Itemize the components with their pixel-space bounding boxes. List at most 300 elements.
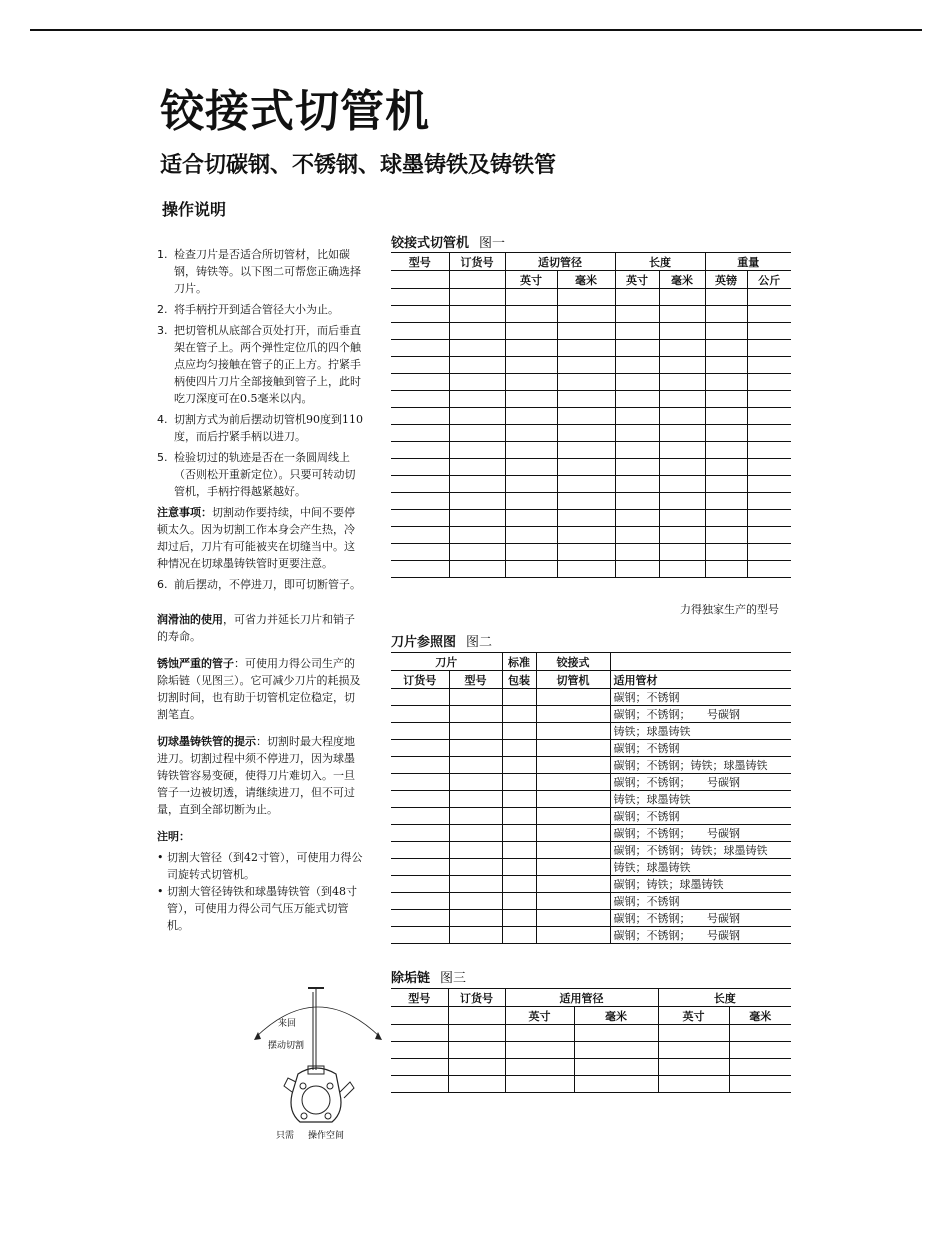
material-cell: 碳钢；不锈钢； 号碳钢 [610,910,791,927]
table-row [391,442,791,459]
material-cell: 碳钢；不锈钢； 号碳钢 [610,825,791,842]
table-cell [449,527,505,544]
table-cell [505,442,557,459]
table-row [391,561,791,578]
ductile-paragraph: 切球墨铸铁管的提示：切割时最大程度地进刀。切割过程中须不停进刀，因为球墨铸铁管容易变硬，使得刀片难切入。一旦管子一边被切透，请继续进刀，但不可过量，直到全部切断为止。 [157,735,355,816]
table-cell [505,510,557,527]
table-cell [658,1025,729,1042]
table-cell [391,689,449,706]
col-model: 型号 [391,989,448,1007]
table-cell [557,289,615,306]
table-cell [505,408,557,425]
table-cell [391,910,449,927]
table-cell [659,340,705,357]
table-cell [391,1076,448,1093]
table-cell [557,510,615,527]
table-cell [449,425,505,442]
table-cell [449,910,502,927]
table-cell [502,706,536,723]
table-row [391,340,791,357]
table-cell [391,723,449,740]
table-cell [705,289,747,306]
table-cell [747,527,791,544]
table-cell [659,544,705,561]
table-cell [502,774,536,791]
table-cell [557,323,615,340]
caution-paragraph: 注意事项：切割动作要持续，中间不要停顿太久。因为切割工作本身会产生热，冷却过后，刀片有可能被夹在切缝当中。这种情况在切球墨铸铁管时更要注意。 [157,506,355,570]
col-order: 订货号 [391,671,449,689]
table-cell [574,1059,658,1076]
table-cell [747,374,791,391]
table-cell [391,1025,448,1042]
table-cell [557,306,615,323]
table-cell [391,757,449,774]
table-cell [659,510,705,527]
col-inch: 英寸 [615,271,659,289]
table-cell [658,1076,729,1093]
table-row [391,791,791,808]
table-cell [449,859,502,876]
table-cell [729,1059,791,1076]
table-cell [505,1076,574,1093]
table-cell [615,408,659,425]
table-cell [536,927,610,944]
table-cell [536,808,610,825]
top-rule [30,29,922,31]
notes-heading: 注明： [157,830,190,843]
table-row [391,757,791,774]
table-cell [615,544,659,561]
table-cell [557,476,615,493]
table-cell [705,425,747,442]
table-row [391,1076,791,1093]
table-cell [449,774,502,791]
table-cell [505,357,557,374]
table-cell [536,723,610,740]
material-cell: 碳钢；不锈钢 [610,689,791,706]
table-cell [391,357,449,374]
table-cell [505,306,557,323]
table-cell [747,391,791,408]
table-cell [659,391,705,408]
table-row [391,808,791,825]
table-cell [615,374,659,391]
table-cell [505,374,557,391]
col-order: 订货号 [449,253,505,271]
table-row [391,723,791,740]
table-cell [615,476,659,493]
table-cell [747,544,791,561]
table-cell [536,774,610,791]
material-cell: 铸铁；球墨铸铁 [610,791,791,808]
table1-cutters [391,252,791,578]
table-cell [391,1059,448,1076]
material-cell: 碳钢；不锈钢； 号碳钢 [610,927,791,944]
table-cell [659,425,705,442]
table-cell [557,544,615,561]
material-cell: 碳钢；不锈钢 [610,740,791,757]
table-cell [615,391,659,408]
col-cutter-b: 切管机 [536,671,610,689]
table-cell [449,825,502,842]
table-row [391,357,791,374]
table-cell [747,357,791,374]
table-cell [615,459,659,476]
table-row [391,1042,791,1059]
table-cell [391,374,449,391]
col-cutter: 铰接式 [536,653,610,671]
table-cell [659,374,705,391]
table-cell [536,689,610,706]
table-cell [449,893,502,910]
lube-paragraph: 润滑油的使用，可省力并延长刀片和销子的寿命。 [157,613,355,643]
table-cell [449,357,505,374]
table-cell [615,510,659,527]
table-cell [747,459,791,476]
material-cell: 铸铁；球墨铸铁 [610,723,791,740]
table-row [391,689,791,706]
table-cell [658,1042,729,1059]
material-cell: 碳钢；不锈钢；铸铁；球墨铸铁 [610,842,791,859]
table-cell [705,374,747,391]
table-cell [557,459,615,476]
note-item: • 切割大管径（到42寸管），可使用力得公司旋转式切管机。 [157,851,363,881]
table-cell [449,510,505,527]
table-cell [557,357,615,374]
table-cell [505,544,557,561]
table-cell [615,306,659,323]
table-cell [391,510,449,527]
table-cell [448,1059,505,1076]
table-cell [536,842,610,859]
table-cell [502,808,536,825]
label-return: 来回 [278,1019,297,1029]
table-row [391,876,791,893]
note-item: • 切割大管径铸铁和球墨铸铁管（到48寸管），可使用力得公司气压万能式切管机。 [157,885,357,932]
table-cell [505,425,557,442]
table-cell [391,774,449,791]
table-row [391,493,791,510]
table-cell [505,459,557,476]
table-row [391,306,791,323]
step-3: 3. 把切管机从底部合页处打开，而后垂直架在管子上。两个弹性定位爪的四个触点应均匀接触在管子的正上方。拧紧手柄使四片刀片全部接触到管子上，此时吃刀深度可在0.5毫米以内。 [157,324,361,405]
table-cell [449,757,502,774]
table-cell [505,561,557,578]
table-cell [391,893,449,910]
table-cell [615,527,659,544]
table-cell [391,408,449,425]
table2-blades [391,652,791,944]
table-cell [659,561,705,578]
table-cell [391,459,449,476]
col-length: 长度 [615,253,705,271]
material-cell: 碳钢；不锈钢； 号碳钢 [610,774,791,791]
table-cell [536,757,610,774]
table-cell [659,357,705,374]
table-cell [536,740,610,757]
table-cell [747,323,791,340]
table-cell [705,544,747,561]
table-cell [391,859,449,876]
table-cell [449,561,505,578]
table-cell [705,442,747,459]
page-subtitle: 适合切碳钢、不锈钢、球墨铸铁及铸铁管 [160,153,557,178]
table-cell [615,442,659,459]
table-cell [705,340,747,357]
table-row [391,425,791,442]
table-cell [449,876,502,893]
table-cell [449,289,505,306]
table-cell [502,825,536,842]
table-row [391,391,791,408]
table-cell [705,561,747,578]
table-cell [449,927,502,944]
col-weight: 重量 [705,253,791,271]
table-cell [747,340,791,357]
table-cell [705,323,747,340]
table-cell [391,808,449,825]
table-cell [705,408,747,425]
table-cell [536,859,610,876]
table-cell [391,825,449,842]
table-cell [705,527,747,544]
table-cell [391,544,449,561]
table-cell [391,927,449,944]
table-cell [391,289,449,306]
pipe-cutter-illustration [248,982,388,1144]
table-cell [705,493,747,510]
material-cell: 碳钢；不锈钢；铸铁；球墨铸铁 [610,757,791,774]
table-cell [659,408,705,425]
table-cell [502,757,536,774]
table-row [391,527,791,544]
table-cell [615,425,659,442]
table-cell [536,893,610,910]
table-row [391,1025,791,1042]
col-mm: 毫米 [557,271,615,289]
table2-title: 刀片参照图 图二 [391,635,493,650]
table-cell [705,510,747,527]
table-cell [747,442,791,459]
table-cell [557,408,615,425]
table-cell [705,357,747,374]
table-cell [659,306,705,323]
table-cell [659,459,705,476]
table-cell [557,374,615,391]
instructions-column [157,246,363,934]
table-cell [502,842,536,859]
table-cell [391,493,449,510]
col-std: 标准 [502,653,536,671]
table-cell [505,1042,574,1059]
label-swing: 摆动切割 [268,1041,305,1051]
table-cell [391,527,449,544]
caption-space: 操作空间 [308,1131,345,1141]
table-cell [705,391,747,408]
table-cell [449,740,502,757]
col-mm: 毫米 [659,271,705,289]
table-row [391,825,791,842]
table-cell [449,791,502,808]
table-cell [536,706,610,723]
page-title: 铰接式切管机 [160,86,430,137]
table-cell [557,425,615,442]
table-cell [615,561,659,578]
table-cell [502,791,536,808]
table-row [391,476,791,493]
table-cell [391,1042,448,1059]
table-cell [449,842,502,859]
table-cell [574,1025,658,1042]
table-cell [449,476,505,493]
col-pack: 包装 [502,671,536,689]
table-cell [449,706,502,723]
table-row [391,740,791,757]
col-model: 型号 [449,671,502,689]
table-cell [449,306,505,323]
table-cell [448,1076,505,1093]
material-cell: 碳钢；不锈钢； 号碳钢 [610,706,791,723]
table-cell [747,306,791,323]
table-cell [449,689,502,706]
caption-only: 只需 [276,1131,295,1141]
table-cell [659,289,705,306]
table-cell [747,476,791,493]
col-pipe: 适切管径 [505,253,615,271]
table-cell [729,1025,791,1042]
table-cell [505,1025,574,1042]
table-cell [449,374,505,391]
col-material: 适用管材 [610,671,791,689]
table-cell [391,876,449,893]
table-cell [391,740,449,757]
table-cell [747,561,791,578]
table-cell [391,425,449,442]
table-cell [659,476,705,493]
col-kg: 公斤 [747,271,791,289]
table-row [391,374,791,391]
step-5: 5. 检验切过的轨迹是否在一条圆周线上（否则松开重新定位）。只要可转动切管机，手柄拧得越紧越好。 [157,451,356,498]
table-cell [449,340,505,357]
col-blade: 刀片 [391,653,502,671]
table1-title: 铰接式切管机 图一 [391,236,506,251]
table-cell [659,493,705,510]
table-cell [557,527,615,544]
table-cell [502,876,536,893]
table-cell [505,493,557,510]
table-cell [505,391,557,408]
table-cell [659,323,705,340]
table-cell [502,927,536,944]
table-row [391,289,791,306]
table-cell [505,289,557,306]
table-cell [449,544,505,561]
table-row [391,1059,791,1076]
table-row [391,774,791,791]
table-cell [615,323,659,340]
table-cell [659,442,705,459]
table-cell [747,493,791,510]
table-cell [448,1025,505,1042]
table-cell [505,340,557,357]
table-row [391,893,791,910]
table-cell [659,527,705,544]
material-cell: 铸铁；球墨铸铁 [610,859,791,876]
table-row [391,408,791,425]
table-cell [557,391,615,408]
table-cell [658,1059,729,1076]
table-row [391,859,791,876]
table-cell [449,723,502,740]
table-cell [449,459,505,476]
table-row [391,927,791,944]
table-cell [729,1076,791,1093]
material-cell: 碳钢；铸铁；球墨铸铁 [610,876,791,893]
table-cell [557,493,615,510]
table-cell [574,1042,658,1059]
table-cell [449,323,505,340]
table-cell [505,476,557,493]
table-cell [449,808,502,825]
col-mm: 毫米 [729,1007,791,1025]
table-cell [557,340,615,357]
col-inch: 英寸 [658,1007,729,1025]
table-cell [391,791,449,808]
col-length: 长度 [658,989,791,1007]
step-2: 2. 将手柄拧开到适合管径大小为止。 [157,303,339,316]
table-cell [536,910,610,927]
table-cell [449,493,505,510]
table-cell [615,340,659,357]
table-cell [536,825,610,842]
table-cell [448,1042,505,1059]
table-cell [615,289,659,306]
table-cell [391,476,449,493]
table-cell [502,893,536,910]
table-cell [747,510,791,527]
table-row [391,544,791,561]
table-row [391,510,791,527]
table-cell [502,859,536,876]
table-cell [391,706,449,723]
table-cell [747,408,791,425]
table-cell [391,391,449,408]
col-lb: 英镑 [705,271,747,289]
table-cell [391,842,449,859]
table-cell [505,1059,574,1076]
table-row [391,323,791,340]
table-cell [705,459,747,476]
col-inch: 英寸 [505,271,557,289]
table-cell [502,689,536,706]
table-cell [502,723,536,740]
table3-descaling-chain [391,988,791,1093]
table-row [391,706,791,723]
table-cell [449,442,505,459]
table-cell [747,289,791,306]
table-cell [391,442,449,459]
table-cell [449,391,505,408]
table-cell [536,876,610,893]
col-order: 订货号 [448,989,505,1007]
col-model: 型号 [391,253,449,271]
col-inch: 英寸 [505,1007,574,1025]
table-cell [391,306,449,323]
table3-title: 除垢链 图三 [391,971,467,986]
table-cell [615,357,659,374]
table-cell [574,1076,658,1093]
table-row [391,910,791,927]
